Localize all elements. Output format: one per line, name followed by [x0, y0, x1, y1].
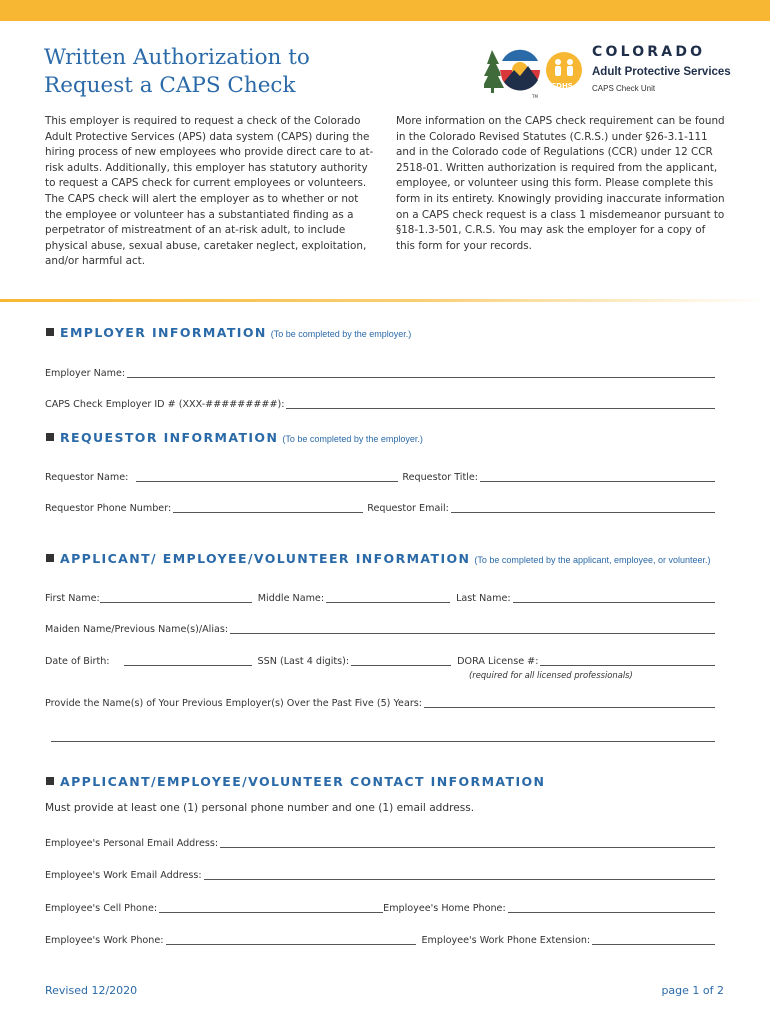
work-email-row [45, 868, 717, 882]
employer-id-field[interactable] [286, 399, 715, 409]
previous-employers-field-continued[interactable] [51, 732, 715, 742]
requestor-email-label: Requestor Email: [367, 503, 449, 514]
top-accent-bar [0, 0, 770, 21]
work-phone-ext-field[interactable] [592, 935, 715, 945]
page-number: page 1 of 2 [661, 984, 724, 997]
contact-heading-text: APPLICANT/EMPLOYEE/VOLUNTEER CONTACT INFORMATION [60, 774, 546, 789]
requestor-name-field[interactable] [136, 472, 398, 482]
dora-license-field[interactable] [540, 656, 715, 666]
cell-phone-field[interactable] [159, 903, 383, 913]
home-phone-label: Employee's Home Phone: [383, 903, 506, 914]
ssn-field[interactable] [351, 656, 451, 666]
logo-badge-text: CDHS [551, 82, 573, 90]
dob-label: Date of Birth: [45, 656, 110, 667]
contact-section-heading [46, 774, 545, 789]
title-line-2: Request a CAPS Check [44, 73, 296, 98]
first-name-field[interactable] [100, 593, 252, 603]
cell-home-phone-row [45, 901, 717, 915]
last-name-label: Last Name: [456, 593, 511, 604]
last-name-field[interactable] [513, 593, 715, 603]
maiden-name-row [45, 622, 717, 636]
employer-section-heading [46, 325, 411, 340]
form-title [44, 44, 310, 100]
requestor-section-heading [46, 430, 423, 445]
logo-subtitle: Adult Protective Services [592, 66, 731, 78]
dob-field[interactable] [124, 656, 252, 666]
intro-left-paragraph: This employer is required to request a check of the Colorado Adult Protective Services (APS) data system (CAPS) during the hiring process of new employees who provide direct care to at-risk adults. Additionally, this employer has statutory authority to request a CAPS check for current employees or volunteers. The CAPS check will alert the employer as to whether or not the employee or volunteer has a substantiated finding as a perpetrator of mistreatment of an at-risk adult, to include physical abuse, sexual abuse, caretaker neglect, exploitation, and/or harmful act. [45, 115, 374, 268]
work-phone-row [45, 933, 717, 947]
square-bullet-icon [46, 433, 54, 441]
applicant-section-heading [46, 551, 711, 566]
logo-wordmark: COLORADO [592, 44, 706, 60]
employer-heading-note: (To be completed by the employer.) [270, 329, 412, 339]
contact-requirement-note: Must provide at least one (1) personal phone number and one (1) email address. [45, 802, 475, 814]
work-phone-field[interactable] [166, 935, 416, 945]
work-phone-label: Employee's Work Phone: [45, 935, 164, 946]
employer-heading-text: EMPLOYER INFORMATION [60, 325, 267, 340]
home-phone-field[interactable] [508, 903, 715, 913]
applicant-heading-text: APPLICANT/ EMPLOYEE/VOLUNTEER INFORMATION [60, 551, 471, 566]
middle-name-label: Middle Name: [257, 593, 325, 604]
personal-email-field[interactable] [220, 838, 715, 848]
requestor-name-label: Requestor Name: [45, 472, 129, 483]
employer-id-row [45, 397, 717, 411]
middle-name-field[interactable] [326, 593, 450, 603]
employer-id-label: CAPS Check Employer ID # (XXX-#########): [45, 399, 285, 410]
intro-right-paragraph: More information on the CAPS check requirement can be found in the Colorado Revised Statutes (C.R.S.) under §26-3.1-111 and in the Colorado code of Regulations (CCR) under 12 CCR 2518-01. Written authorization is required from the applicant, employee, or volunteer using this form. Please complete this form in its entirety. Knowingly providing inaccurate information on a CAPS check request is a class 1 misdemeanor pursuant to §18-1.3-501, C.R.S. You may ask the employer for a copy of this form for your records. [396, 115, 725, 252]
requestor-heading-note: (To be completed by the employer.) [282, 434, 423, 444]
employer-name-label: Employer Name: [45, 368, 126, 379]
requestor-title-label: Requestor Title: [402, 472, 479, 483]
work-email-label: Employee's Work Email Address: [45, 870, 202, 881]
dora-license-label: DORA License #: [457, 656, 539, 667]
work-email-field[interactable] [204, 870, 715, 880]
applicant-name-row [45, 591, 717, 605]
colorado-aps-logo [484, 44, 734, 100]
cell-phone-label: Employee's Cell Phone: [45, 903, 158, 914]
ssn-label: SSN (Last 4 digits): [257, 656, 350, 667]
square-bullet-icon [46, 554, 54, 562]
dora-required-note: (required for all licensed professionals) [469, 670, 633, 680]
applicant-heading-note: (To be completed by the applicant, employee, or volunteer.) [474, 555, 711, 565]
employer-name-row [45, 366, 717, 380]
requestor-phone-label: Requestor Phone Number: [45, 503, 172, 514]
first-name-label: First Name: [45, 593, 100, 604]
employer-name-field[interactable] [127, 368, 715, 378]
maiden-name-label: Maiden Name/Previous Name(s)/Alias: [45, 624, 229, 635]
previous-employers-row [45, 696, 717, 710]
revision-date: Revised 12/2020 [45, 984, 138, 997]
maiden-name-field[interactable] [230, 624, 715, 634]
square-bullet-icon [46, 777, 54, 785]
personal-email-row [45, 836, 717, 850]
requestor-email-field[interactable] [451, 503, 715, 513]
logo-unit-name: CAPS Check Unit [592, 84, 656, 93]
requestor-name-title-row [45, 470, 717, 484]
requestor-heading-text: REQUESTOR INFORMATION [60, 430, 279, 445]
title-line-1: Written Authorization to [44, 45, 310, 70]
dob-ssn-dora-row [45, 654, 717, 668]
requestor-title-field[interactable] [480, 472, 715, 482]
logo-tm-text: TM [532, 94, 538, 99]
colorado-mountain-emblem-icon [484, 44, 590, 100]
square-bullet-icon [46, 328, 54, 336]
previous-employers-continued-row [45, 730, 717, 744]
previous-employers-label: Provide the Name(s) of Your Previous Employer(s) Over the Past Five (5) Years: [45, 698, 423, 709]
requestor-phone-email-row [45, 501, 717, 515]
requestor-phone-field[interactable] [173, 503, 363, 513]
personal-email-label: Employee's Personal Email Address: [45, 838, 219, 849]
section-divider [0, 299, 770, 302]
work-phone-ext-label: Employee's Work Phone Extension: [421, 935, 591, 946]
previous-employers-field[interactable] [424, 698, 715, 708]
